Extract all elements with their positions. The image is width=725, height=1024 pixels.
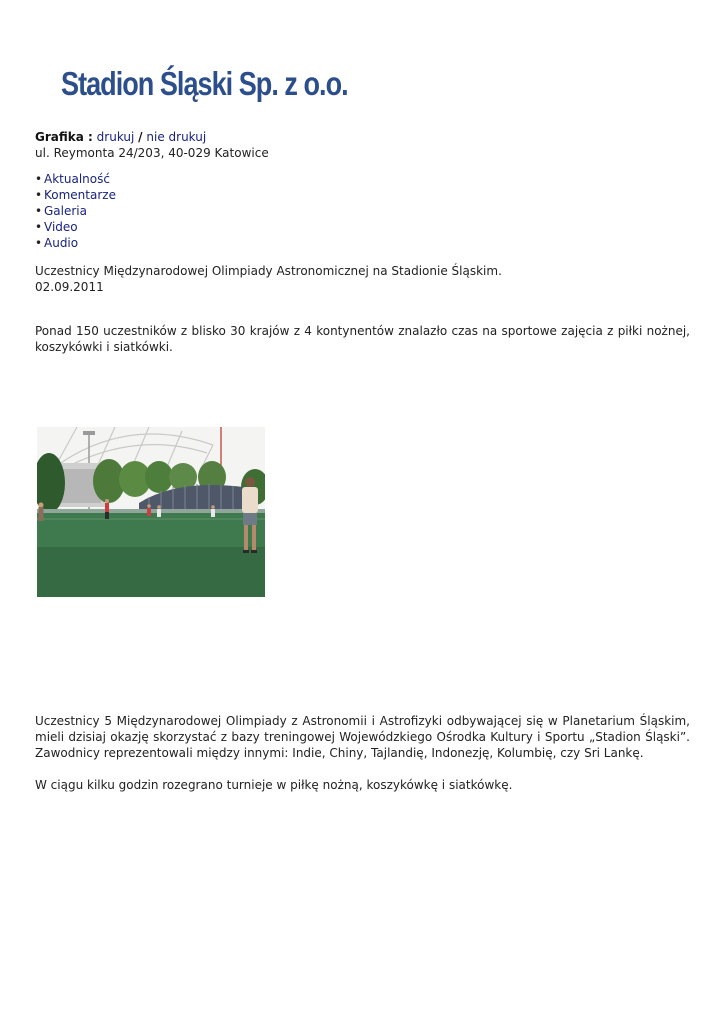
menu-link-komentarze[interactable]: Komentarze: [44, 188, 116, 202]
print-separator: /: [138, 130, 143, 144]
article-body: [35, 713, 690, 809]
main-content: [35, 129, 690, 355]
site-logo: Stadion Śląski Sp. z o.o.: [61, 65, 348, 102]
menu-link-audio[interactable]: Audio: [44, 236, 79, 250]
menu-item-komentarze: [35, 187, 690, 203]
print-link[interactable]: drukuj: [96, 130, 135, 144]
menu-item-aktualnosc: [35, 171, 690, 187]
stadium-photo: [37, 427, 265, 597]
menu-item-video: [35, 219, 690, 235]
article-date: 02.09.2011: [35, 280, 104, 294]
article-title: Uczestnicy Międzynarodowej Olimpiady Astronomicznej na Stadionie Śląskim.: [35, 264, 502, 278]
menu-link-video[interactable]: Video: [44, 220, 78, 234]
menu-link-galeria[interactable]: Galeria: [44, 204, 87, 218]
article-lead: Ponad 150 uczestników z blisko 30 krajów z 4 kontynentów znalazło czas na sportowe zajęcia z piłki nożnej, koszykówki i siatkówki.: [35, 324, 690, 354]
article-header: [35, 263, 690, 295]
menu-item-audio: [35, 235, 690, 251]
article-paragraph: W ciągu kilku godzin rozegrano turnieje w piłkę nożną, koszykówkę i siatkówkę.: [35, 778, 513, 792]
bullet-icon: •: [35, 236, 43, 250]
section-menu: [35, 171, 690, 251]
bullet-icon: •: [35, 220, 43, 234]
bullet-icon: •: [35, 204, 43, 218]
print-options: [35, 129, 690, 145]
address: ul. Reymonta 24/203, 40-029 Katowice: [35, 146, 269, 160]
bullet-icon: •: [35, 188, 43, 202]
no-print-link[interactable]: nie drukuj: [146, 130, 207, 144]
article-paragraph: Uczestnicy 5 Międzynarodowej Olimpiady z Astronomii i Astrofizyki odbywającej się w Planetarium Śląskim, mieli dzisiaj okazję skorzystać z bazy treningowej Wojewódzkiego Ośrodka Kultury i Sportu „Stadion Śląski”. Zawodnicy reprezentowali między innymi: Indie, Chiny, Tajlandię, Indonezję, Kolumbię, czy Sri Lankę.: [35, 714, 690, 760]
menu-item-galeria: [35, 203, 690, 219]
print-label: Grafika :: [35, 130, 93, 144]
menu-link-aktualnosc[interactable]: Aktualność: [44, 172, 110, 186]
bullet-icon: •: [35, 172, 43, 186]
